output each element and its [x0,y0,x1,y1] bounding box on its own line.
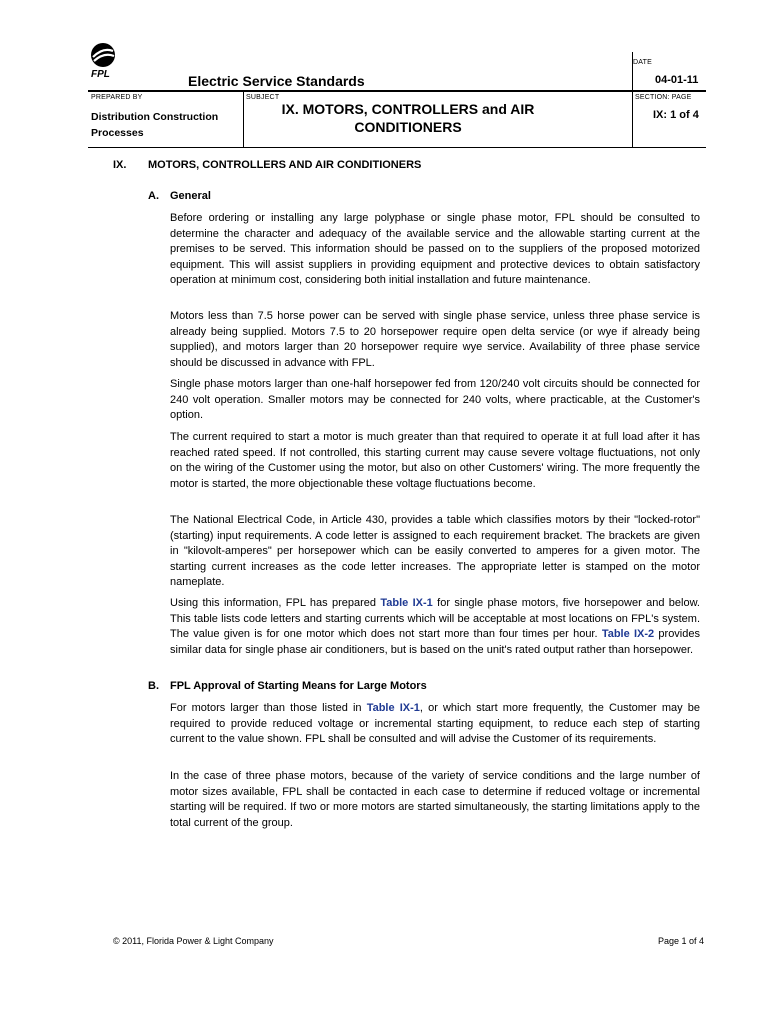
table-ix-1-link[interactable]: Table IX-1 [380,597,433,609]
document-header [88,42,706,148]
header-divider [88,147,706,148]
paragraph: Motors less than 7.5 horse power can be served with single phase service, unless three phase service is already being supplied. Motors 7.5 to 20 horsepower require open delta service (or wye if already being supplied), and motors larger than 20 horsepower require wye service. Availability of three phase service should be discussed in advance with FPL. [170,310,700,369]
footer-page-number: Page 1 of 4 [657,936,704,946]
subsection-title: General [170,190,211,202]
paragraph: Before ordering or installing any large polyphase or single phase motor, FPL should be consulted to determine the character and adequacy of the available service and the allowable starting current at the premises to be served. This information should be passed on to the suppliers of the proposed motorized equipment. This will assist suppliers in providing equipment and protective devices to obtain satisfactory operation at minimum cost, considering both initial installation and future maintenance. [170,212,700,286]
subsection-title: FPL Approval of Starting Means for Large Motors [170,680,427,692]
paragraph-text: , or which start more frequently, the Customer may be required to provide reduced voltage or incremental starting equipment, to reduce each step of starting current to the value shown. FPL shall be consulted and will advise the Customer of its requirements. [170,702,700,745]
section-label: SECTION: PAGE [635,94,692,101]
paragraph [170,596,700,658]
paragraph [170,701,700,748]
paragraph: The National Electrical Code, in Article 430, provides a table which classifies motors by their "locked-rotor" (starting) input requirements. A code letter is assigned to each requirement bracket. The brackets are given in "kilovolt-amperes" per horsepower which can be easily converted to amperes for a given motor. The starting current increases as the code letter increases. The appropriate letter is stamped on the motor nameplate. [170,514,700,588]
subsection-letter: A. [148,190,159,202]
date-value: 04-01-11 [655,74,699,86]
subject-label: SUBJECT [246,94,280,101]
header-divider [243,92,244,148]
logo-text: FPL [91,69,110,80]
doc-title: Electric Service Standards [188,73,365,89]
section-title: MOTORS, CONTROLLERS AND AIR CONDITIONERS [148,159,422,171]
paragraph-text: for single phase motors, five horsepower and below. This table lists code letters and starting currents which will be acceptable at most locations on FPL's system. The value given is for one motor which does not start more than four times per hour. [170,597,700,640]
header-divider [632,52,633,148]
prepared-by-label: PREPARED BY [91,94,143,101]
footer-copyright: © 2011, Florida Power & Light Company [113,936,274,946]
section-value: IX: 1 of 4 [653,109,699,121]
paragraph: The current required to start a motor is much greater than that required to operate it at full load after it has reached rated speed. If not controlled, this starting current may cause severe voltage fluctuations, not only on the wiring of the Customer using the motor, but also on other Customers' wiring. The more frequently the motor is started, the more objectionable these voltage fluctuations become. [170,431,700,490]
fpl-logo-icon [88,42,118,70]
paragraph: Single phase motors larger than one-half horsepower fed from 120/240 volt circuits should be connected for 240 volt operation. Smaller motors may be connected for 240 volts, where practicable, at the Customer's option. [170,378,700,421]
subsection-letter: B. [148,680,159,692]
header-divider [88,90,706,92]
table-ix-1-link[interactable]: Table IX-1 [366,702,420,714]
fpl-logo [88,42,128,90]
table-ix-2-link[interactable]: Table IX-2 [601,628,655,640]
prepared-by-value: Distribution Construction Processes [91,111,219,139]
paragraph-text: Using this information, FPL has prepared [170,597,381,609]
subject-value: IX. MOTORS, CONTROLLERS and AIR CONDITIONERS [281,101,535,135]
subsection-a-heading [148,190,211,202]
paragraph-text: For motors larger than those listed in [170,702,367,714]
paragraph-text: provides similar data for single phase air conditioners, but is based on the unit's rated output rather than horsepower. [170,628,700,656]
subsection-b-heading [148,680,427,692]
section-number: IX. [113,159,127,171]
date-label: DATE [633,59,652,66]
paragraph: In the case of three phase motors, because of the variety of service conditions and the large number of motor sizes available, FPL shall be contacted in each case to determine if reduced voltage or incremental starting will be required. If two or more motors are started simultaneously, the starting limitations apply to the total current of the group. [170,770,700,829]
